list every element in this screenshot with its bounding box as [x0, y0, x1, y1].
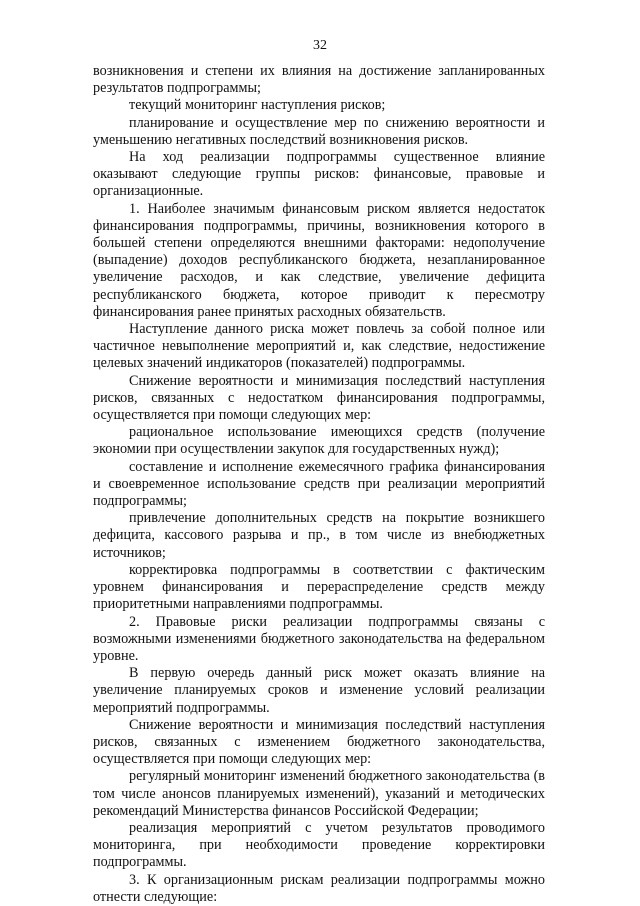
- paragraph: привлечение дополнительных средств на покрытие возникшего дефицита, кассового разрыва и пр., в том числе из внебюджетных источников;: [93, 510, 545, 561]
- paragraph: регулярный мониторинг изменений бюджетного законодательства (в том числе анонсов планируемых изменений), указаний и методических рекомендаций Министерства финансов Российской Федерации;: [93, 768, 545, 819]
- paragraph: В первую очередь данный риск может оказать влияние на увеличение планируемых сроков и изменение условий реализации мероприятий подпрограммы.: [93, 665, 545, 716]
- paragraph: рациональное использование имеющихся средств (получение экономии при осуществлении закупок для государственных нужд);: [93, 424, 545, 458]
- paragraph: На ход реализации подпрограммы существенное влияние оказывают следующие группы рисков: финансовые, правовые и организационные.: [93, 149, 545, 200]
- paragraph: 3. К организационным рискам реализации подпрограммы можно отнести следующие:: [93, 871, 545, 905]
- paragraph: 2. Правовые риски реализации подпрограммы связаны с возможными изменениями бюджетного законодательства на федеральном уровне.: [93, 613, 545, 664]
- paragraph: составление и исполнение ежемесячного графика финансирования и своевременное использование средств при реализации мероприятий подпрограммы;: [93, 458, 545, 510]
- paragraph: Снижение вероятности и минимизация последствий наступления рисков, связанных с недостатком финансирования подпрограммы, осуществляется при помощи следующих мер:: [93, 372, 545, 424]
- page-number: 32: [313, 38, 327, 53]
- paragraph: текущий мониторинг наступления рисков;: [129, 97, 386, 114]
- paragraph: Снижение вероятности и минимизация последствий наступления рисков, связанных с изменением бюджетного законодательства, осуществляется при помощи следующих мер:: [93, 716, 545, 768]
- paragraph: возникновения и степени их влияния на достижение запланированных результатов подпрограммы;: [93, 63, 545, 97]
- paragraph: реализация мероприятий с учетом результатов проводимого мониторинга, при необходимости проведение корректировки подпрограммы.: [93, 819, 545, 871]
- paragraph: Наступление данного риска может повлечь за собой полное или частичное невыполнение мероприятий и, как следствие, недостижение целевых значений индикаторов (показателей) подпрограммы.: [93, 321, 545, 372]
- paragraph: 1. Наиболее значимым финансовым риском является недостаток финансирования подпрограммы, причины, возникновения которого в большей степени определяются внешними факторами: недополучение (выпадение) доходов республиканского бюджета, незапланированное увеличение расходов, и как следствие, увеличение дефицита республиканского бюджета, которое приводит к пересмотру финансирования ранее принятых расходных обязательств.: [93, 200, 545, 320]
- paragraph: планирование и осуществление мер по снижению вероятности и уменьшению негативных последствий возникновения рисков.: [93, 114, 545, 148]
- paragraph: корректировка подпрограммы в соответствии с фактическим уровнем финансирования и перераспределение средств между приоритетными направлениями подпрограммы.: [93, 561, 545, 613]
- document-body: [93, 63, 545, 906]
